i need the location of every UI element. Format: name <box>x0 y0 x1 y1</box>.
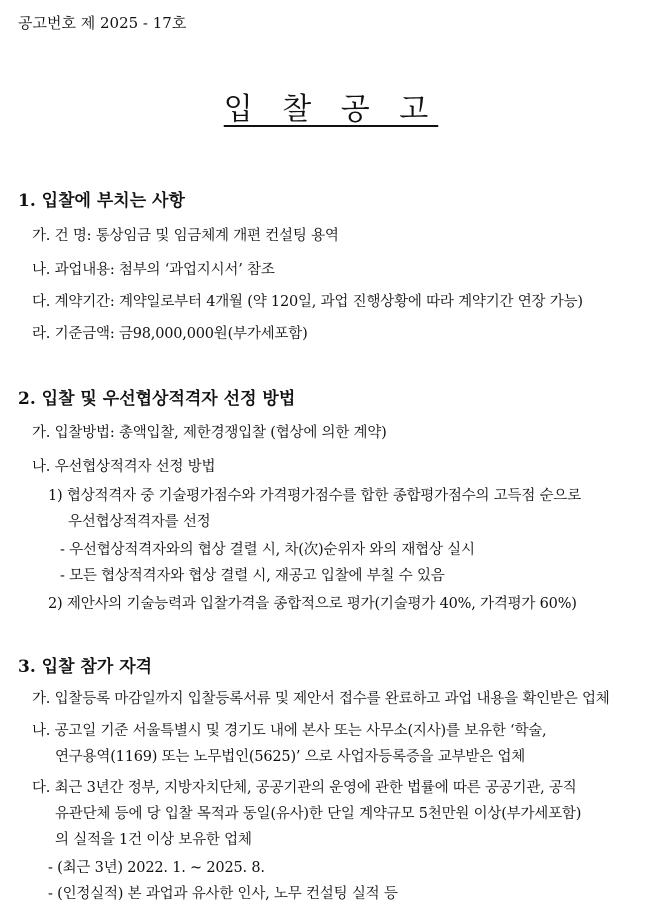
section-3-item-c-cont-1: 유관단체 등에 당 입찰 목적과 동일(유사)한 단일 계약규모 5천만원 이상(부가세포함) <box>55 806 582 822</box>
section-1-item-a: 가. 건 명: 통상임금 및 임금체계 개편 컨설팅 용역 <box>32 228 339 244</box>
section-3-dash-2: - (인정실적) 본 과업과 유사한 인사, 노무 컨설팅 실적 등 <box>48 886 398 902</box>
section-3-item-b: 나. 공고일 기준 서울특별시 및 경기도 내에 본사 또는 사무소(지사)를 보유한 ‘학술, <box>32 723 547 739</box>
page-title: 입 찰 공 고 <box>223 92 439 127</box>
section-1-item-c: 다. 계약기간: 계약일로부터 4개월 (약 120일, 과업 진행상황에 따라 계약기간 연장 가능) <box>32 294 583 310</box>
section-heading-3: 3. 입찰 참가 자격 <box>18 657 153 677</box>
section-1-item-d: 라. 기준금액: 금98,000,000원(부가세포함) <box>32 326 308 342</box>
section-2-dash-1: - 우선협상적격자와의 협상 결렬 시, 차(次)순위자 와의 재협상 실시 <box>60 542 475 558</box>
notice-number: 공고번호 제 2025 - 17호 <box>18 14 187 32</box>
section-2-sub-2: 2) 제안사의 기술능력과 입찰가격을 종합적으로 평가(기술평가 40%, 가격평가 60%) <box>48 596 577 612</box>
section-2-dash-2: - 모든 협상적격자와 협상 결렬 시, 재공고 입찰에 부칠 수 있음 <box>60 568 445 584</box>
section-3-item-b-cont: 연구용역(1169) 또는 노무법인(5625)’ 으로 사업자등록증을 교부받은 업체 <box>55 749 526 765</box>
section-heading-1: 1. 입찰에 부치는 사항 <box>18 191 185 211</box>
section-heading-2: 2. 입찰 및 우선협상적격자 선정 방법 <box>18 389 296 409</box>
section-2-sub-1-cont: 우선협상적격자를 선정 <box>68 514 211 530</box>
section-2-item-b: 나. 우선협상적격자 선정 방법 <box>32 459 216 475</box>
section-3-dash-1: - (최근 3년) 2022. 1. ~ 2025. 8. <box>48 860 265 876</box>
section-2-sub-1: 1) 협상적격자 중 기술평가점수와 가격평가점수를 합한 종합평가점수의 고득점 순으로 <box>48 488 581 504</box>
section-2-item-a: 가. 입찰방법: 총액입찰, 제한경쟁입찰 (협상에 의한 계약) <box>32 425 387 441</box>
section-3-item-c: 다. 최근 3년간 정부, 지방자치단체, 공공기관의 운영에 관한 법률에 따른 공공기관, 공직 <box>32 780 577 796</box>
section-1-item-b: 나. 과업내용: 첨부의 ‘과업지시서’ 참조 <box>32 262 275 278</box>
section-3-item-a: 가. 입찰등록 마감일까지 입찰등록서류 및 제안서 접수를 완료하고 과업 내용을 확인받은 업체 <box>32 691 610 707</box>
section-3-item-c-cont-2: 의 실적을 1건 이상 보유한 업체 <box>55 832 252 848</box>
